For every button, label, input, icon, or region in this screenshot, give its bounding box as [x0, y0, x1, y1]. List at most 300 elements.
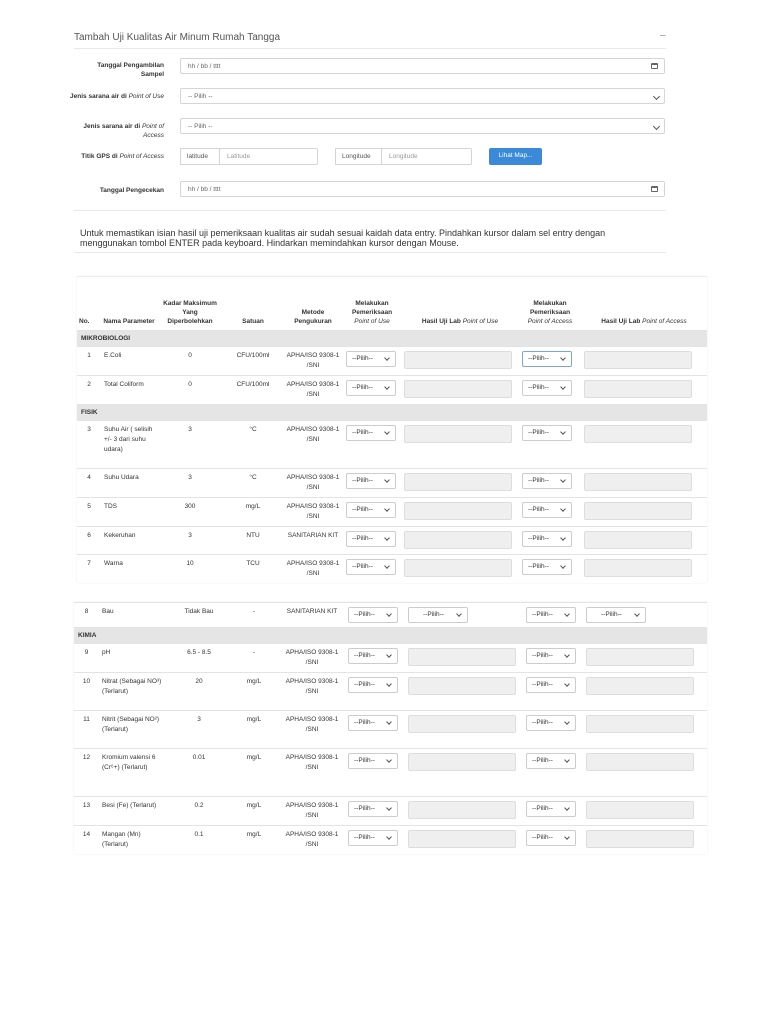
chevron-down-icon	[564, 805, 570, 811]
cell-hasil-poa	[583, 673, 707, 711]
hasil-lab-input[interactable]	[584, 351, 692, 369]
cell-mel-pou	[343, 347, 401, 376]
cell-mel-pou	[345, 644, 405, 673]
gps-label: Titik GPS di Point of Access	[81, 153, 164, 160]
cell-mel-pou	[343, 527, 401, 555]
chevron-down-icon	[560, 506, 566, 512]
cell-mel-poa	[519, 421, 581, 469]
hasil-lab-input[interactable]	[408, 677, 516, 695]
cell-kadar: 3	[157, 421, 223, 469]
pilih-select[interactable]	[346, 502, 396, 518]
cell-hasil-pou	[405, 749, 523, 797]
cell-kadar: 3	[157, 527, 223, 555]
pilih-select[interactable]	[348, 648, 398, 664]
cell-no: 1	[77, 347, 101, 376]
cell-satuan: -	[229, 603, 279, 628]
pilih-select-value: --Pilih--	[532, 611, 553, 618]
cell-nama: Total Coliform	[101, 376, 157, 405]
cell-kadar: 0	[157, 376, 223, 405]
results-table-bottom	[74, 602, 707, 854]
cell-hasil-pou	[405, 826, 523, 855]
cell-nama: Suhu Udara	[101, 469, 157, 498]
pilih-select-value: --Pilih--	[354, 805, 375, 812]
pilih-select-value: --Pilih--	[352, 563, 373, 570]
results-table-top	[77, 276, 707, 583]
cell-metode: APHA/ISO 9308-1 /SNI	[279, 749, 345, 797]
section-row	[74, 628, 707, 644]
cell-hasil-poa	[581, 421, 707, 469]
cell-metode: APHA/ISO 9308-1 /SNI	[283, 555, 343, 584]
cell-hasil-pou	[401, 376, 519, 405]
cell-kadar: 3	[169, 711, 229, 749]
pilih-select-value: --Pilih--	[354, 834, 375, 841]
pilih-select-value: --Pilih--	[354, 757, 375, 764]
section-row	[77, 405, 707, 421]
hasil-lab-input[interactable]	[404, 502, 512, 520]
hasil-lab-input[interactable]	[584, 380, 692, 398]
hasil-lab-input[interactable]	[586, 801, 694, 819]
chevron-down-icon	[560, 384, 566, 390]
cell-mel-poa	[519, 347, 581, 376]
cell-metode: SANITARIAN KIT	[283, 527, 343, 555]
tanggal-cek-value: hh / bb / tttt	[188, 186, 221, 193]
pilih-select-value: --Pilih--	[352, 535, 373, 542]
hasil-lab-input[interactable]	[586, 715, 694, 733]
cell-hasil-poa	[583, 603, 707, 628]
pilih-select[interactable]	[346, 351, 396, 367]
pilih-select[interactable]	[522, 502, 572, 518]
tanggal-sampel-value: hh / bb / tttt	[188, 63, 221, 70]
hasil-lab-input[interactable]	[584, 559, 692, 577]
cell-mel-poa	[519, 498, 581, 527]
pilih-select-value: --Pilih--	[354, 611, 375, 618]
chevron-down-icon	[564, 611, 570, 617]
divider	[74, 252, 666, 253]
cell-no: 14	[74, 826, 99, 855]
pilih-select-value: --Pilih--	[354, 652, 375, 659]
cell-no: 3	[77, 421, 101, 469]
pilih-select[interactable]	[522, 559, 572, 575]
latitude-placeholder: Latitude	[227, 153, 251, 160]
col-kadar: Kadar Maksimum Yang Diperbolehkan	[157, 277, 223, 331]
pilih-select[interactable]	[346, 531, 396, 547]
cell-mel-poa	[519, 376, 581, 405]
pilih-select-value: --Pilih--	[352, 355, 373, 362]
chevron-down-icon	[384, 506, 390, 512]
cell-hasil-poa	[581, 498, 707, 527]
col-nama: Nama Parameter	[101, 277, 157, 331]
cell-metode: APHA/ISO 9308-1 /SNI	[279, 711, 345, 749]
cell-metode: APHA/ISO 9308-1 /SNI	[283, 376, 343, 405]
cell-satuan: °C	[223, 469, 283, 498]
tanggal-cek-label: Tanggal Pengecekan	[99, 187, 164, 194]
cell-hasil-poa	[583, 749, 707, 797]
col-hasil-poa: Hasil Uji Lab Point of Access	[581, 277, 707, 331]
cell-mel-pou	[345, 711, 405, 749]
cell-kadar: 0.1	[169, 826, 229, 855]
chevron-down-icon	[560, 355, 566, 361]
pilih-select[interactable]	[526, 648, 576, 664]
table-row	[74, 711, 707, 749]
jenis-pou-label: Jenis sarana air di Point of Use	[70, 93, 164, 100]
table-row	[77, 498, 707, 527]
cell-satuan: mg/L	[229, 673, 279, 711]
cell-no: 8	[74, 603, 99, 628]
cell-nama: Mangan (Mn) (Terlarut)	[99, 826, 169, 855]
cell-nama: Nitrit (Sebagai NO²) (Terlarut)	[99, 711, 169, 749]
pilih-select[interactable]	[348, 677, 398, 693]
pilih-select-value: --Pilih--	[354, 719, 375, 726]
cell-hasil-poa	[583, 711, 707, 749]
cell-mel-poa	[523, 749, 583, 797]
pilih-select[interactable]	[526, 677, 576, 693]
cell-metode: APHA/ISO 9308-1 /SNI	[279, 797, 345, 826]
cell-nama: Kekeruhan	[101, 527, 157, 555]
pilih-select-value: --Pilih--	[528, 384, 549, 391]
hasil-lab-input[interactable]	[404, 380, 512, 398]
pilih-select-value: --Pilih--	[352, 506, 373, 513]
cell-satuan: CFU/100ml	[223, 376, 283, 405]
cell-mel-pou	[343, 469, 401, 498]
cell-hasil-poa	[581, 469, 707, 498]
cell-hasil-pou	[405, 797, 523, 826]
table-row	[77, 469, 707, 498]
cell-satuan: TCU	[223, 555, 283, 584]
cell-satuan: °C	[223, 421, 283, 469]
pilih-select-value: --Pilih--	[528, 477, 549, 484]
cell-mel-poa	[523, 826, 583, 855]
cell-no: 4	[77, 469, 101, 498]
cell-no: 11	[74, 711, 99, 749]
pilih-select-value: --Pilih--	[423, 611, 444, 618]
hasil-lab-input[interactable]	[404, 473, 512, 491]
cell-metode: APHA/ISO 9308-1 /SNI	[279, 673, 345, 711]
pilih-select-value: --Pilih--	[532, 805, 553, 812]
pilih-select[interactable]	[522, 380, 572, 396]
section-label: FISIK	[77, 405, 707, 421]
cell-hasil-poa	[581, 555, 707, 584]
cell-mel-pou	[345, 797, 405, 826]
longitude-placeholder: Longitude	[389, 153, 418, 160]
hasil-lab-input[interactable]	[586, 830, 694, 848]
pilih-select-value: --Pilih--	[528, 429, 549, 436]
tanggal-sampel-label: Tanggal Pengambilan Sampel	[97, 62, 164, 78]
pilih-select[interactable]	[346, 559, 396, 575]
pilih-select-value: --Pilih--	[352, 384, 373, 391]
hasil-lab-input[interactable]	[408, 715, 516, 733]
chevron-down-icon	[653, 123, 660, 130]
pilih-select[interactable]	[522, 531, 572, 547]
cell-metode: APHA/ISO 9308-1 /SNI	[283, 347, 343, 376]
chevron-down-icon	[384, 384, 390, 390]
cell-satuan: mg/L	[229, 749, 279, 797]
chevron-down-icon	[564, 719, 570, 725]
cell-hasil-poa	[581, 347, 707, 376]
hasil-lab-input[interactable]	[408, 830, 516, 848]
jenis-poa-select[interactable]	[180, 118, 665, 134]
cell-mel-poa	[523, 603, 583, 628]
lihat-map-button[interactable]: Lihat Map...	[489, 148, 542, 165]
pilih-select[interactable]	[526, 753, 576, 769]
divider	[74, 48, 666, 49]
cell-mel-poa	[523, 711, 583, 749]
jenis-pou-select[interactable]	[180, 88, 665, 104]
cell-no: 12	[74, 749, 99, 797]
cell-hasil-pou	[405, 673, 523, 711]
hasil-lab-input[interactable]	[586, 677, 694, 695]
cell-nama: Kromium valensi 6 (Cr⁶+) (Terlarut)	[99, 749, 169, 797]
cell-hasil-pou	[405, 644, 523, 673]
cell-mel-poa	[519, 555, 581, 584]
cell-kadar: 300	[157, 498, 223, 527]
jenis-pou-value: -- Pilih --	[188, 93, 213, 100]
pilih-select[interactable]	[408, 607, 468, 623]
col-hasil-pou: Hasil Uji Lab Point of Use	[401, 277, 519, 331]
cell-hasil-pou	[401, 555, 519, 584]
cell-hasil-pou	[401, 421, 519, 469]
hasil-lab-input[interactable]	[584, 473, 692, 491]
section-label: KIMIA	[74, 628, 707, 644]
entry-note: Untuk memastikan isian hasil uji pemeriksaan kualitas air sudah sesuai kaidah data entry. Pindahkan kursor dalam sel entry dengan menggunakan tombol ENTER pada keyboard. Hindarkan memindahkan kursor dengan Mouse.	[80, 228, 606, 248]
cell-no: 5	[77, 498, 101, 527]
calendar-icon[interactable]	[651, 63, 658, 69]
pilih-select-value: --Pilih--	[528, 355, 549, 362]
cell-satuan: mg/L	[229, 797, 279, 826]
pilih-select[interactable]	[526, 801, 576, 817]
chevron-down-icon	[634, 611, 640, 617]
cell-kadar: 6.5 - 8.5	[169, 644, 229, 673]
cell-no: 10	[74, 673, 99, 711]
pilih-select-value: --Pilih--	[532, 719, 553, 726]
hasil-lab-input[interactable]	[404, 559, 512, 577]
cell-satuan: -	[229, 644, 279, 673]
table-row	[74, 644, 707, 673]
table-row	[74, 826, 707, 855]
pilih-select[interactable]	[348, 801, 398, 817]
hasil-lab-input[interactable]	[408, 648, 516, 666]
pilih-select-value: --Pilih--	[532, 652, 553, 659]
pilih-select[interactable]	[348, 830, 398, 846]
cell-hasil-pou	[405, 711, 523, 749]
table-row	[77, 347, 707, 376]
cell-mel-pou	[345, 603, 405, 628]
cell-no: 6	[77, 527, 101, 555]
cell-mel-pou	[345, 826, 405, 855]
cell-nama: Suhu Air ( selisih +/- 3 dari suhu udara)	[101, 421, 157, 469]
cell-nama: E.Coli	[101, 347, 157, 376]
cell-hasil-poa	[583, 644, 707, 673]
pilih-select-value: --Pilih--	[352, 477, 373, 484]
col-satuan: Satuan	[223, 277, 283, 331]
col-mel-pou: Melakukan Pemeriksaan Point of Use	[343, 277, 401, 331]
chevron-down-icon	[564, 652, 570, 658]
cell-kadar: Tidak Bau	[169, 603, 229, 628]
section-label: MIKROBIOLOGI	[77, 331, 707, 347]
pilih-select[interactable]	[522, 425, 572, 441]
cell-kadar: 0.01	[169, 749, 229, 797]
hasil-lab-input[interactable]	[404, 531, 512, 549]
chevron-down-icon	[560, 563, 566, 569]
pilih-select-value: --Pilih--	[528, 506, 549, 513]
cell-hasil-pou	[405, 603, 523, 628]
cell-mel-pou	[343, 376, 401, 405]
cell-mel-poa	[519, 527, 581, 555]
cell-mel-poa	[523, 644, 583, 673]
hasil-lab-input[interactable]	[404, 425, 512, 443]
chevron-down-icon	[386, 757, 392, 763]
hasil-lab-input[interactable]	[408, 753, 516, 771]
chevron-down-icon	[386, 611, 392, 617]
cell-hasil-poa	[581, 527, 707, 555]
cell-kadar: 3	[157, 469, 223, 498]
table-row	[74, 673, 707, 711]
cell-nama: pH	[99, 644, 169, 673]
pilih-select[interactable]	[346, 425, 396, 441]
chevron-down-icon	[456, 611, 462, 617]
cell-metode: SANITARIAN KIT	[279, 603, 345, 628]
cell-nama: Bau	[99, 603, 169, 628]
cell-nama: Warna	[101, 555, 157, 584]
chevron-down-icon	[386, 681, 392, 687]
table-row	[77, 376, 707, 405]
chevron-down-icon	[386, 805, 392, 811]
hasil-lab-input[interactable]	[584, 425, 692, 443]
table-row	[74, 749, 707, 797]
pilih-select[interactable]	[348, 607, 398, 623]
cell-metode: APHA/ISO 9308-1 /SNI	[279, 644, 345, 673]
pilih-select[interactable]	[586, 607, 646, 623]
pilih-select[interactable]	[526, 607, 576, 623]
longitude-addon: Longitude	[335, 148, 382, 165]
chevron-down-icon	[384, 535, 390, 541]
section-row	[77, 331, 707, 347]
hasil-lab-input[interactable]	[584, 502, 692, 520]
cell-satuan: CFU/100ml	[223, 347, 283, 376]
pilih-select[interactable]	[348, 753, 398, 769]
cell-hasil-poa	[583, 826, 707, 855]
chevron-down-icon	[386, 834, 392, 840]
cell-satuan: mg/L	[229, 826, 279, 855]
pilih-select[interactable]	[526, 830, 576, 846]
cell-metode: APHA/ISO 9308-1 /SNI	[283, 498, 343, 527]
cell-mel-poa	[519, 469, 581, 498]
longitude-input[interactable]	[381, 148, 472, 165]
cell-nama: Nitrat (Sebagai NO³) (Terlarut)	[99, 673, 169, 711]
pilih-select[interactable]	[346, 380, 396, 396]
tanggal-cek-input[interactable]	[180, 181, 665, 197]
cell-nama: TDS	[101, 498, 157, 527]
hasil-lab-input[interactable]	[404, 351, 512, 369]
collapse-icon[interactable]: –	[660, 30, 666, 41]
cell-hasil-pou	[401, 527, 519, 555]
cell-nama: Besi (Fe) (Terlarut)	[99, 797, 169, 826]
pilih-select-value: --Pilih--	[528, 563, 549, 570]
chevron-down-icon	[564, 757, 570, 763]
cell-no: 7	[77, 555, 101, 584]
cell-mel-poa	[523, 797, 583, 826]
latitude-addon: latitude	[180, 148, 220, 165]
col-no: No.	[77, 277, 101, 331]
cell-satuan: mg/L	[229, 711, 279, 749]
table-row	[77, 555, 707, 584]
cell-hasil-pou	[401, 469, 519, 498]
table-row	[74, 797, 707, 826]
col-metode: Metode Pengukuran	[283, 277, 343, 331]
form-title: Tambah Uji Kualitas Air Minum Rumah Tangga	[74, 32, 281, 43]
cell-metode: APHA/ISO 9308-1 /SNI	[283, 421, 343, 469]
cell-kadar: 0.2	[169, 797, 229, 826]
latitude-input[interactable]	[219, 148, 318, 165]
pilih-select-value: --Pilih--	[532, 834, 553, 841]
pilih-select-value: --Pilih--	[528, 535, 549, 542]
cell-metode: APHA/ISO 9308-1 /SNI	[279, 826, 345, 855]
chevron-down-icon	[653, 93, 660, 100]
chevron-down-icon	[386, 652, 392, 658]
chevron-down-icon	[560, 535, 566, 541]
hasil-lab-input[interactable]	[408, 801, 516, 819]
cell-hasil-pou	[401, 347, 519, 376]
cell-mel-pou	[343, 555, 401, 584]
hasil-lab-input[interactable]	[586, 648, 694, 666]
pilih-select[interactable]	[346, 473, 396, 489]
pilih-select[interactable]	[348, 715, 398, 731]
pilih-select-value: --Pilih--	[354, 681, 375, 688]
jenis-poa-value: -- Pilih --	[188, 123, 213, 130]
cell-mel-pou	[345, 749, 405, 797]
pilih-select[interactable]	[522, 351, 572, 367]
cell-metode: APHA/ISO 9308-1 /SNI	[283, 469, 343, 498]
table-row	[77, 527, 707, 555]
hasil-lab-input[interactable]	[584, 531, 692, 549]
pilih-select-value: --Pilih--	[532, 757, 553, 764]
cell-no: 9	[74, 644, 99, 673]
cell-no: 13	[74, 797, 99, 826]
jenis-poa-label: Jenis sarana air di Point of Access	[83, 123, 164, 139]
chevron-down-icon	[560, 477, 566, 483]
cell-hasil-poa	[581, 376, 707, 405]
chevron-down-icon	[564, 834, 570, 840]
cell-kadar: 20	[169, 673, 229, 711]
cell-kadar: 0	[157, 347, 223, 376]
calendar-icon[interactable]	[651, 186, 658, 192]
cell-satuan: NTU	[223, 527, 283, 555]
chevron-down-icon	[384, 563, 390, 569]
cell-mel-pou	[343, 498, 401, 527]
tanggal-sampel-input[interactable]	[180, 58, 665, 74]
cell-no: 2	[77, 376, 101, 405]
pilih-select-value: --Pilih--	[532, 681, 553, 688]
table-row	[74, 603, 707, 628]
chevron-down-icon	[560, 429, 566, 435]
cell-hasil-pou	[401, 498, 519, 527]
hasil-lab-input[interactable]	[586, 753, 694, 771]
cell-mel-pou	[343, 421, 401, 469]
table-row	[77, 421, 707, 469]
cell-mel-pou	[345, 673, 405, 711]
chevron-down-icon	[384, 355, 390, 361]
pilih-select-value: --Pilih--	[601, 611, 622, 618]
cell-kadar: 10	[157, 555, 223, 584]
divider	[74, 210, 666, 211]
chevron-down-icon	[386, 719, 392, 725]
pilih-select[interactable]	[522, 473, 572, 489]
col-mel-poa: Melakukan Pemeriksaan Point of Access	[519, 277, 581, 331]
cell-satuan: mg/L	[223, 498, 283, 527]
pilih-select[interactable]	[526, 715, 576, 731]
cell-mel-poa	[523, 673, 583, 711]
chevron-down-icon	[384, 429, 390, 435]
cell-hasil-poa	[583, 797, 707, 826]
